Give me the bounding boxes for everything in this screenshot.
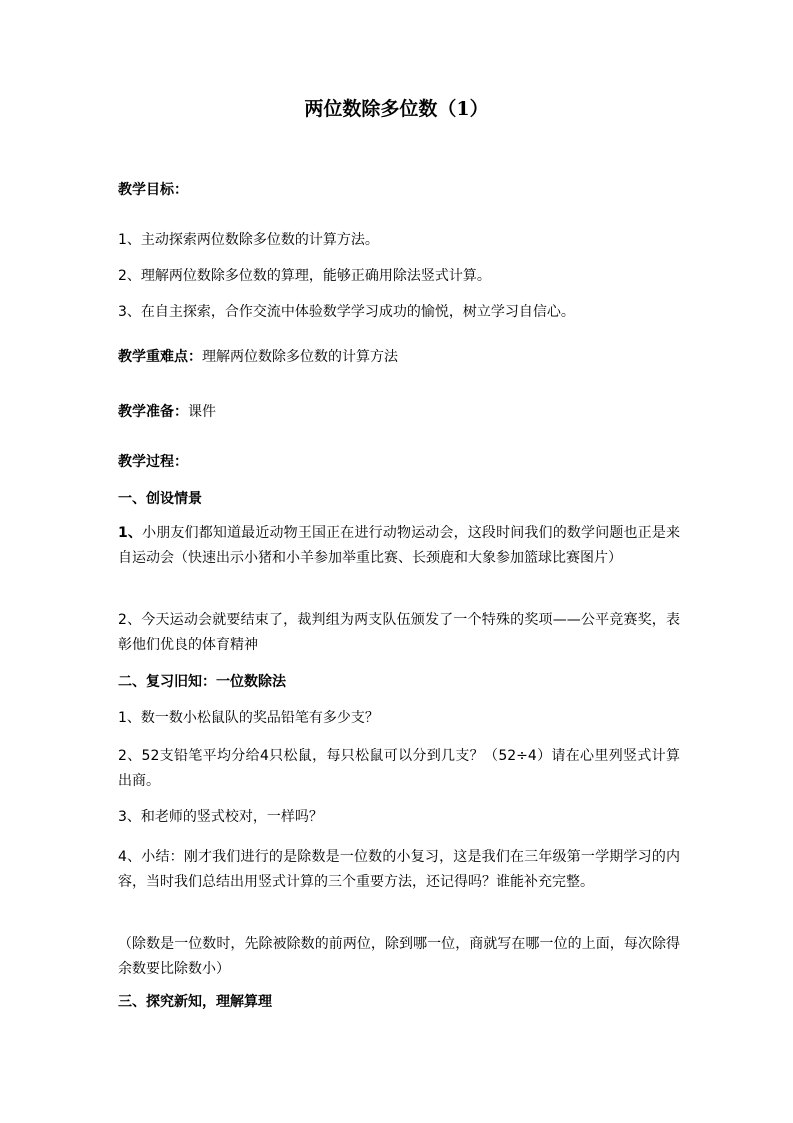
- section-heading: 一、创设情景: [118, 491, 202, 507]
- process-heading: 教学过程：: [118, 454, 188, 470]
- document-title: 两位数除多位数（1）: [304, 98, 489, 120]
- paragraph-number: 1、: [118, 525, 143, 541]
- paragraph: 2、今天运动会就要结束了，裁判组为两支队伍颁发了一个特殊的奖项——公平竞赛奖，表彰他们优良的体育精神: [118, 612, 680, 653]
- preparation-label: 教学准备：: [118, 404, 188, 420]
- paragraph: [118, 521, 680, 571]
- paragraph: （除数是一位数时，先除被除数的前两位，除到哪一位，商就写在哪一位的上面，每次除得余数要比除数小）: [118, 936, 680, 977]
- section-heading: 三、探究新知，理解算理: [118, 994, 272, 1010]
- objective-item: 3、在自主探索，合作交流中体验数学学习成功的愉悦，树立学习自信心。: [118, 304, 575, 320]
- paragraph: 4、小结：刚才我们进行的是除数是一位数的小复习，这是我们在三年级第一学期学习的内容，当时我们总结出用竖式计算的三个重要方法，还记得吗？谁能补充完整。: [118, 849, 680, 890]
- objective-item: 1、主动探索两位数除多位数的计算方法。: [118, 232, 379, 248]
- section-heading: 二、复习旧知：一位数除法: [118, 674, 286, 690]
- preparation-text: 课件: [188, 404, 216, 420]
- key-points-label: 教学重难点：: [118, 349, 202, 365]
- objective-item: 2、理解两位数除多位数的算理，能够正确用除法竖式计算。: [118, 268, 491, 284]
- paragraph-text: 小朋友们都知道最近动物王国正在进行动物运动会，这段时间我们的数学问题也正是来自运动会（快速出示小猪和小羊参加举重比赛、长颈鹿和大象参加篮球比赛图片）: [118, 525, 680, 566]
- paragraph: 2、52支铅笔平均分给4只松鼠，每只松鼠可以分到几支？（52÷4）请在心里列竖式计算出商。: [118, 748, 680, 789]
- key-points: [118, 345, 678, 370]
- objectives-heading: 教学目标：: [118, 182, 188, 198]
- key-points-text: 理解两位数除多位数的计算方法: [202, 349, 398, 365]
- paragraph: 3、和老师的竖式校对，一样吗？: [118, 809, 323, 825]
- preparation: [118, 400, 678, 425]
- paragraph: 1、数一数小松鼠队的奖品铅笔有多少支？: [118, 710, 379, 726]
